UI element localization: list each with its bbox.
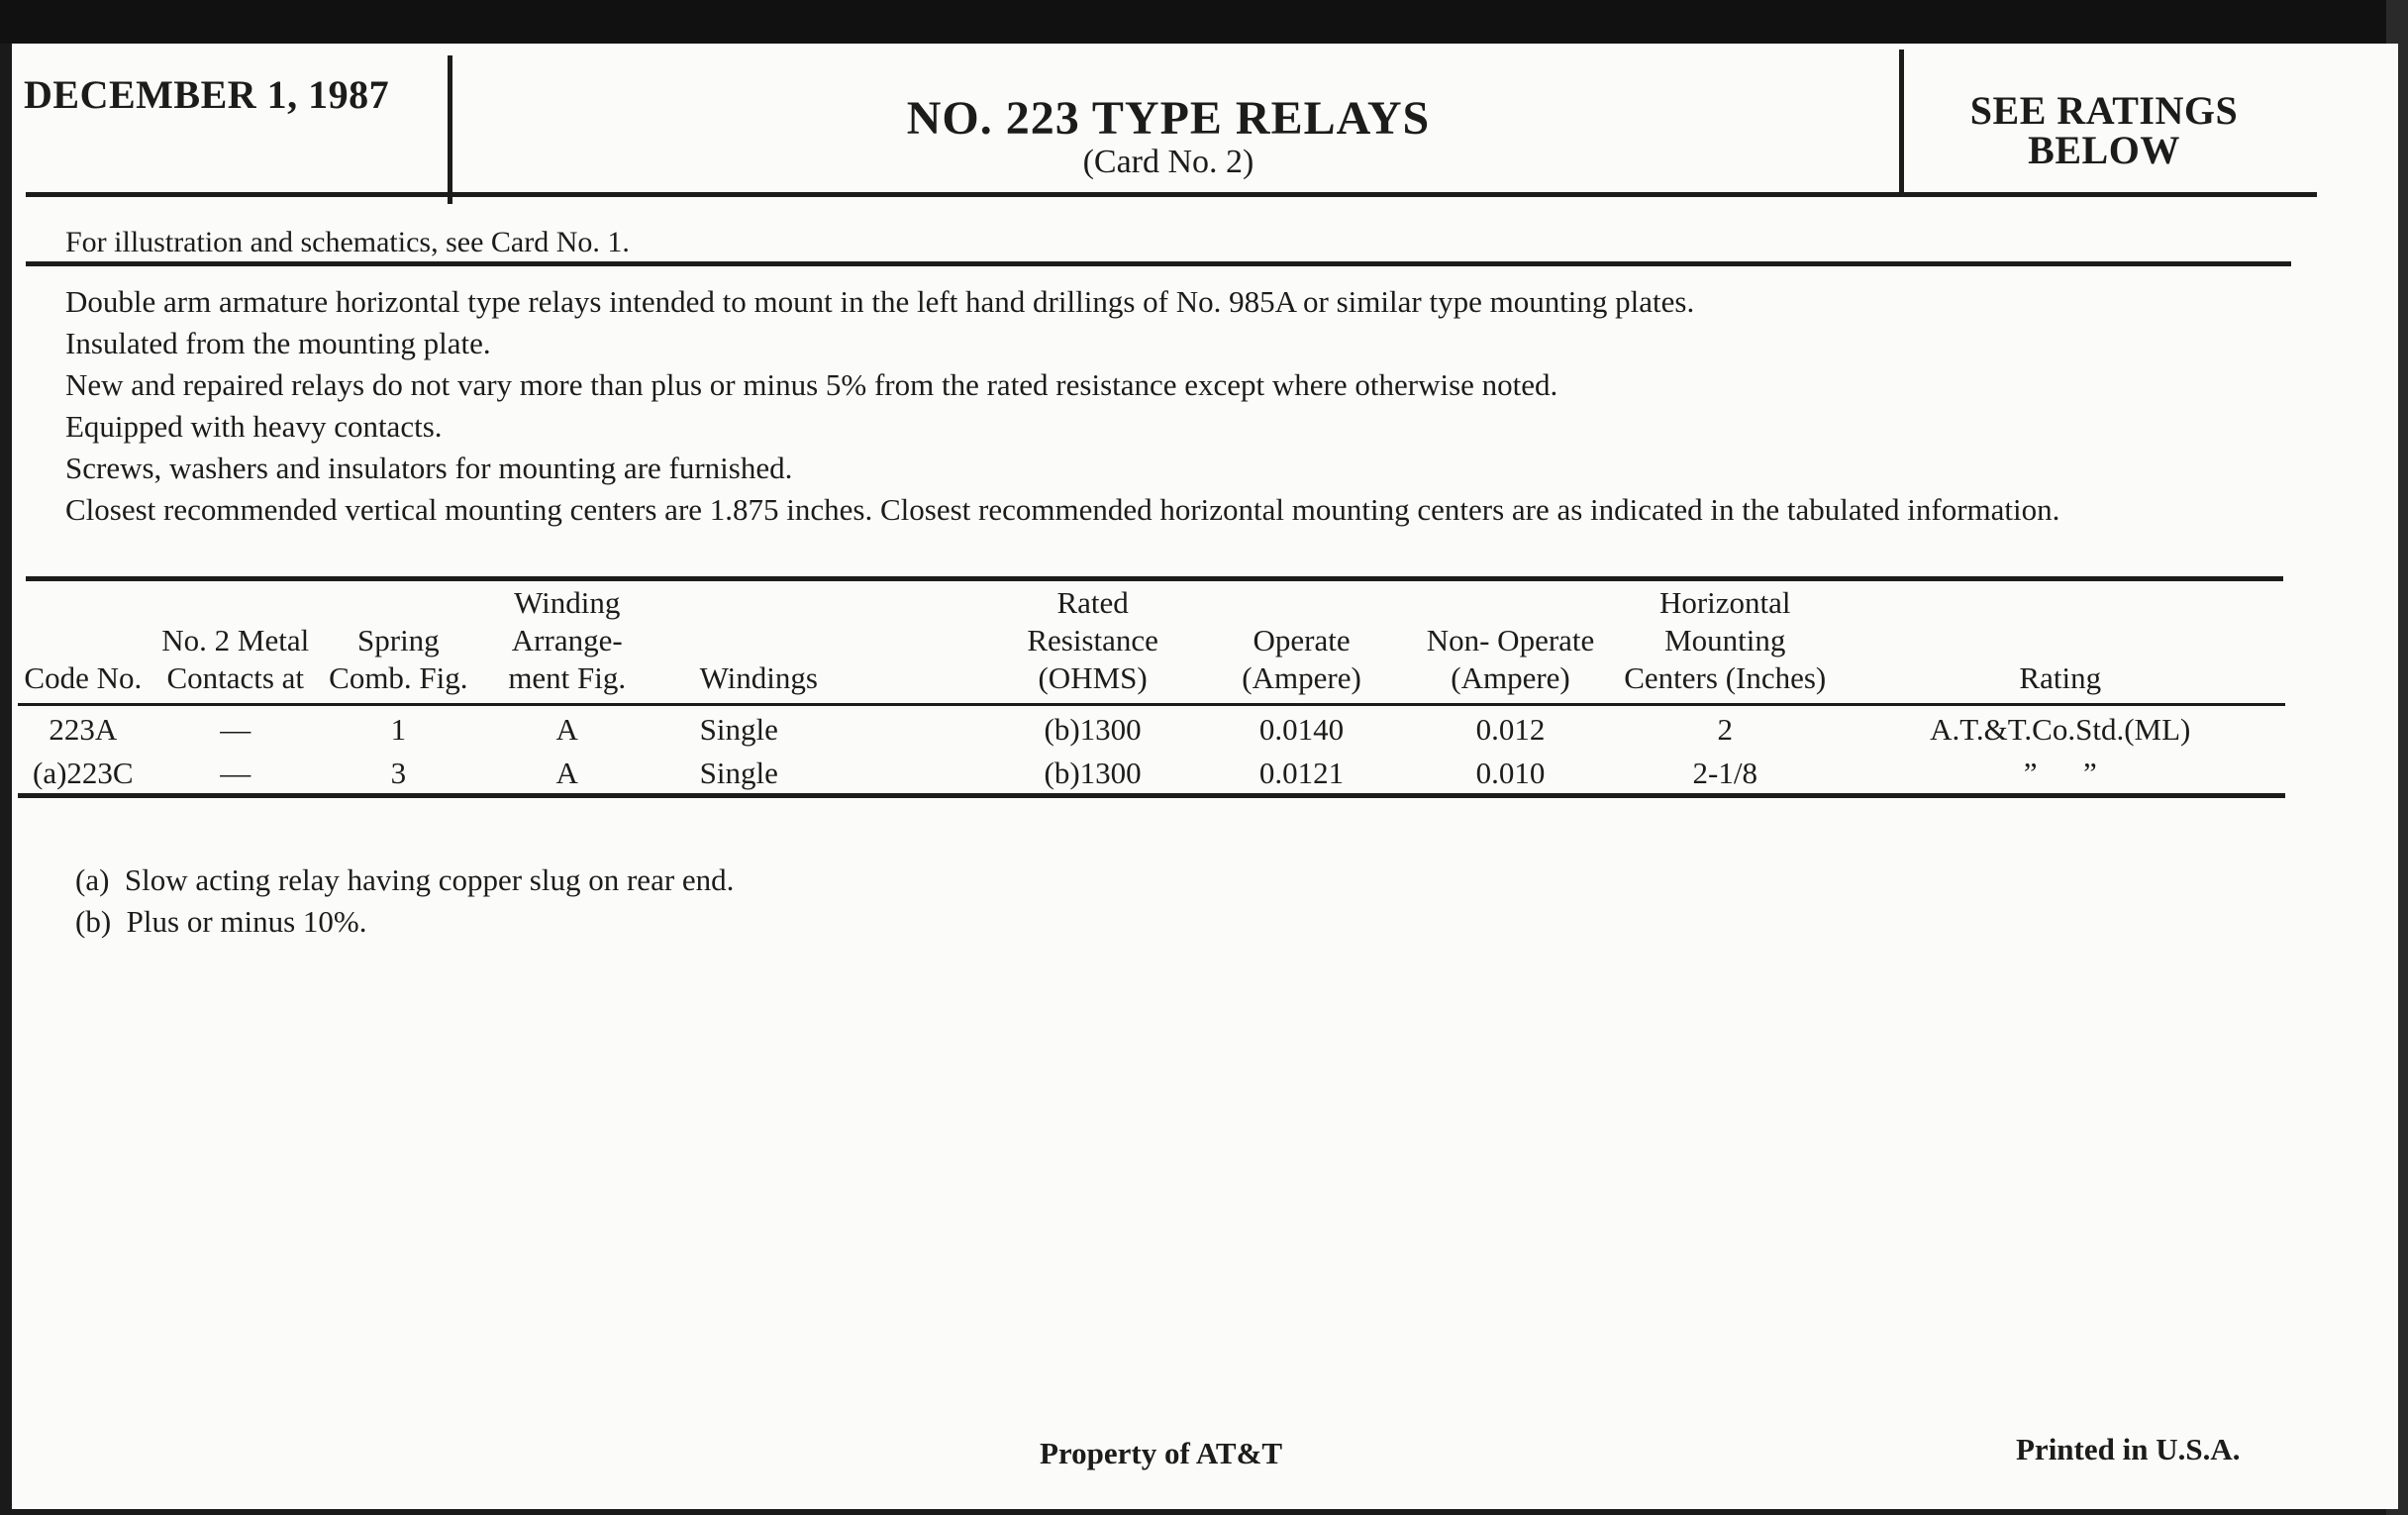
card-date: DECEMBER 1, 1987 bbox=[24, 72, 390, 117]
col-header-rating: Rating bbox=[1836, 584, 2285, 705]
footnotes bbox=[75, 859, 734, 943]
cell-code: (a)223C bbox=[33, 756, 134, 790]
table-row bbox=[18, 705, 2285, 751]
col-header-winding-fig: Winding Arrange- ment Fig. bbox=[474, 584, 660, 705]
description-line: Closest recommended vertical mounting centers are 1.875 inches. Closest recommended horizontal mounting centers are as indicated in the tabulated information. bbox=[65, 492, 2060, 527]
card-title: NO. 223 TYPE RELAYS bbox=[906, 92, 1431, 145]
description-line: Insulated from the mounting plate. bbox=[65, 326, 491, 360]
col-header-operate: Operate (Ampere) bbox=[1197, 584, 1406, 705]
description-line: Equipped with heavy contacts. bbox=[65, 409, 443, 444]
cell-resistance: (b)1300 bbox=[1044, 756, 1142, 790]
description-line: Screws, washers and insulators for mounting are furnished. bbox=[65, 451, 793, 485]
cell-operate: 0.0140 bbox=[1258, 712, 1345, 747]
cell-mounting: 2-1/8 bbox=[1692, 756, 1757, 790]
cell-windings: Single bbox=[699, 756, 778, 790]
ratings-line-2: BELOW bbox=[2028, 128, 2180, 172]
table-top-rule bbox=[26, 576, 2283, 581]
col-header-spring: Spring Comb. Fig. bbox=[323, 584, 474, 705]
ratings-note bbox=[1881, 88, 2327, 172]
card-subtitle: (Card No. 2) bbox=[1082, 144, 1254, 180]
cell-spring: 1 bbox=[390, 712, 407, 747]
scan-border-top bbox=[0, 0, 2408, 44]
cell-rating: A.T.&T.Co.Std.(ML) bbox=[1930, 712, 2191, 747]
cell-winding-fig: A bbox=[555, 712, 578, 747]
illustration-note: For illustration and schematics, see Card No. 1. bbox=[65, 226, 630, 258]
cell-non-operate: 0.012 bbox=[1475, 712, 1546, 747]
description-line: New and repaired relays do not vary more than plus or minus 5% from the rated resistance except where otherwise noted. bbox=[65, 367, 1558, 402]
table-header-row bbox=[18, 584, 2285, 705]
cell-operate: 0.0121 bbox=[1258, 756, 1345, 790]
table-row bbox=[18, 750, 2285, 796]
cell-code: 223A bbox=[49, 712, 118, 747]
printed-in-usa: Printed in U.S.A. bbox=[2016, 1432, 2241, 1466]
cell-mounting: 2 bbox=[1717, 712, 1733, 747]
ratings-line-1: SEE RATINGS bbox=[1969, 88, 2239, 133]
cell-non-operate: 0.010 bbox=[1475, 756, 1546, 790]
col-header-windings: Windings bbox=[660, 584, 989, 705]
footnote-a: (a) Slow acting relay having copper slug on rear end. bbox=[75, 862, 735, 897]
col-header-contacts: No. 2 Metal Contacts at bbox=[149, 584, 323, 705]
cell-spring: 3 bbox=[390, 756, 407, 790]
footnote-b: (b) Plus or minus 10%. bbox=[75, 904, 367, 939]
property-of-att: Property of AT&T bbox=[1040, 1436, 1283, 1470]
cell-resistance: (b)1300 bbox=[1044, 712, 1142, 747]
cell-contacts: — bbox=[220, 756, 251, 790]
description bbox=[65, 281, 2303, 531]
col-header-non-operate: Non- Operate (Ampere) bbox=[1406, 584, 1615, 705]
cell-windings: Single bbox=[699, 712, 778, 747]
relay-table bbox=[18, 584, 2285, 798]
cell-rating: ” ” bbox=[2023, 756, 2097, 790]
col-header-resistance: Rated Resistance (OHMS) bbox=[988, 584, 1197, 705]
card-title-block bbox=[436, 44, 1901, 180]
header-bottom-rule bbox=[26, 192, 2317, 197]
cell-winding-fig: A bbox=[555, 756, 578, 790]
description-line: Double arm armature horizontal type relays intended to mount in the left hand drillings of No. 985A or similar type mounting plates. bbox=[65, 284, 1695, 319]
note-bottom-rule bbox=[26, 261, 2291, 266]
cell-contacts: — bbox=[220, 712, 251, 747]
col-header-mounting: Horizontal Mounting Centers (Inches) bbox=[1615, 584, 1836, 705]
col-header-code: Code No. bbox=[18, 584, 149, 705]
